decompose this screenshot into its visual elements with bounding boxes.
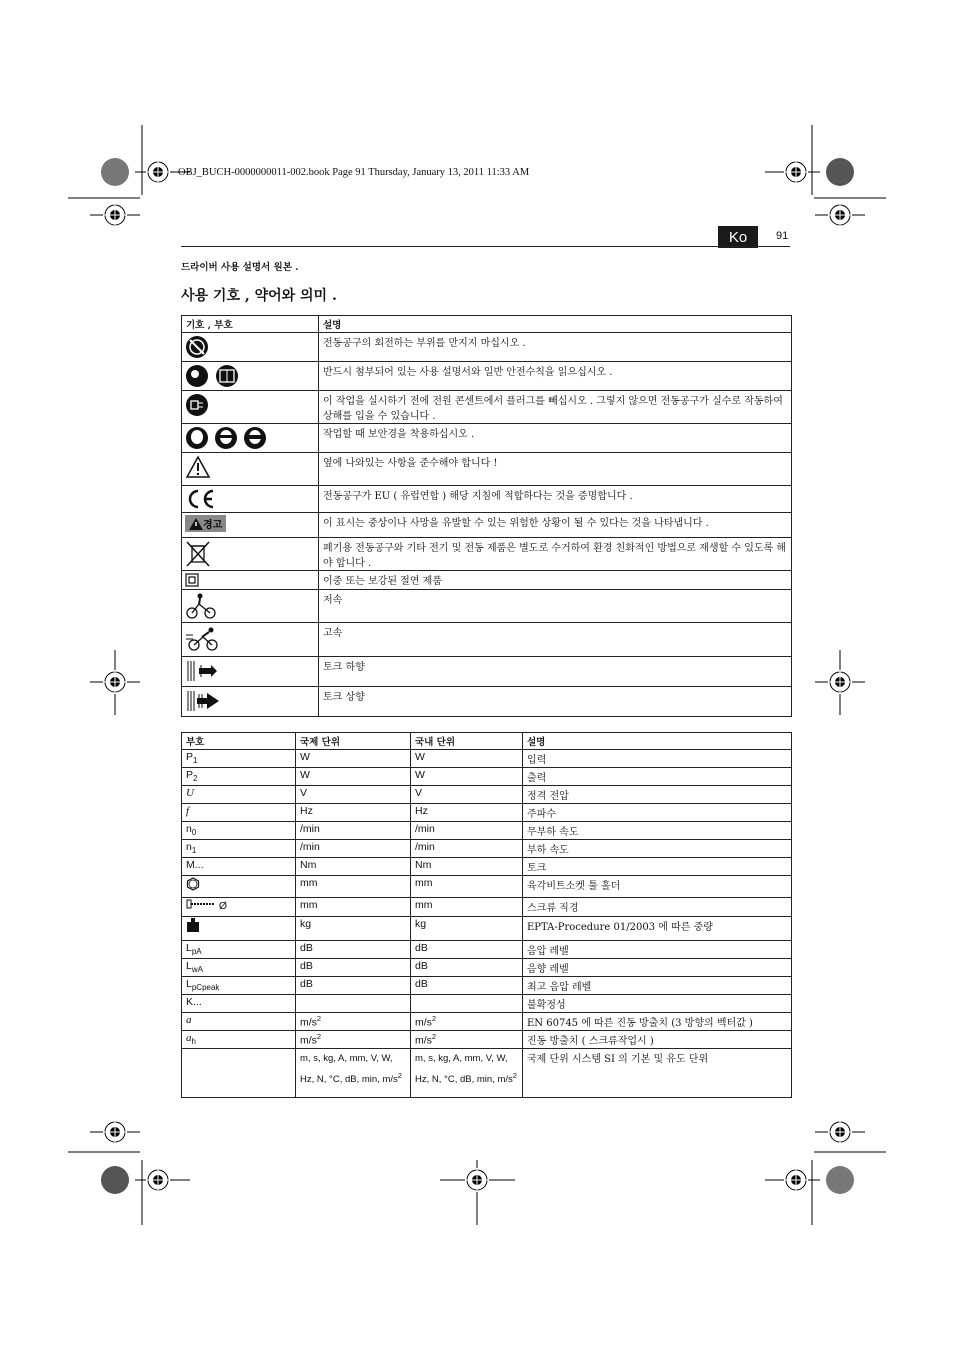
table-row: 저속 — [182, 590, 792, 623]
crossed-bin-icon — [185, 540, 211, 568]
intl-unit-cell: W — [296, 750, 411, 768]
intl-unit-cell: kg — [296, 917, 411, 941]
description-cell: 토크 — [523, 858, 792, 876]
table-row — [182, 768, 792, 786]
description-cell: 무부하 속도 — [523, 822, 792, 840]
table-row — [182, 917, 792, 941]
table-row — [182, 786, 792, 804]
natl-unit-cell: /min — [411, 822, 523, 840]
table-row — [182, 1013, 792, 1031]
natl-unit-cell: W — [411, 750, 523, 768]
symbol-cell: $a_h$ — [182, 1031, 296, 1049]
symbol-cell — [182, 876, 296, 898]
table-row — [182, 995, 792, 1013]
page-number: 91 — [776, 230, 789, 242]
table-row — [182, 898, 792, 917]
table-row: 고속 — [182, 623, 792, 657]
table-row: 경고 이 표시는 중상이나 사망을 유발할 수 있는 위험한 상황이 될 수 있다는 것을 나타냅니다 . — [182, 513, 792, 538]
no-touch-rotating-icon — [185, 335, 209, 359]
table-row — [182, 1031, 792, 1049]
symbol-cell — [182, 917, 296, 941]
table-row: 이 작업을 실시하기 전에 전원 콘센트에서 플러그를 빼십시오 . 그렇지 않으면 전동공구가 실수로 작동하여 상해를 입을 수 있습니다 . — [182, 391, 792, 424]
intl-unit-cell: dB — [296, 977, 411, 995]
symbol-cell: $n_0$ — [182, 822, 296, 840]
natl-unit-cell: $m/s^2$ — [411, 1013, 523, 1031]
description-cell: 육각비트소켓 툴 홀더 — [523, 876, 792, 898]
description-cell: 진동 방출치 ( 스크류작업시 ) — [523, 1031, 792, 1049]
double-insulation-icon — [185, 573, 199, 587]
table-row — [182, 858, 792, 876]
warning-label-icon: 경고 — [185, 515, 226, 532]
table-row — [182, 977, 792, 995]
natl-unit-cell: W — [411, 768, 523, 786]
table-row: 작업할 때 보안경을 착용하십시오 . — [182, 424, 792, 453]
intl-unit-cell: Hz — [296, 804, 411, 822]
high-speed-icon — [185, 625, 221, 653]
intl-unit-cell: mm — [296, 876, 411, 898]
section-title: 사용 기호 , 약어와 의미 . — [181, 288, 337, 304]
natl-unit-cell: dB — [411, 941, 523, 959]
natl-unit-cell: dB — [411, 959, 523, 977]
intl-unit-cell: dB — [296, 941, 411, 959]
unit-table — [181, 732, 792, 1098]
natl-unit-cell: V — [411, 786, 523, 804]
intl-unit-cell: $m/s^2$ — [296, 1013, 411, 1031]
torque-high-icon — [185, 689, 221, 713]
book-info-line: OBJ_BUCH-0000000011-002.book Page 91 Thursday, January 13, 2011 11:33 AM — [178, 167, 530, 178]
national-unit-column-header: 국내 단위 — [411, 733, 523, 750]
table-row: 토크 하향 — [182, 657, 792, 687]
intl-unit-cell: V — [296, 786, 411, 804]
symbol-cell: $L_{wA}$ — [182, 959, 296, 977]
description-cell: 입력 — [523, 750, 792, 768]
unit-table-body — [182, 750, 792, 1098]
protective-goggles-icon — [185, 426, 267, 450]
description-column-header: 설명 — [523, 733, 792, 750]
natl-unit-cell: Nm — [411, 858, 523, 876]
torque-low-icon — [185, 659, 219, 683]
intl-unit-cell: /min — [296, 822, 411, 840]
table-row — [182, 941, 792, 959]
symbol-cell: a — [182, 1013, 296, 1031]
table-row — [182, 959, 792, 977]
intl-unit-cell: Nm — [296, 858, 411, 876]
symbol-cell: $L_{pA}$ — [182, 941, 296, 959]
language-tab: Ko — [718, 226, 758, 248]
description-cell: 음향 레벨 — [523, 959, 792, 977]
symbol-cell: Ø — [182, 898, 296, 917]
table-row — [182, 804, 792, 822]
intl-unit-cell: $m/s^2$ — [296, 1031, 411, 1049]
natl-unit-cell — [411, 995, 523, 1013]
table-row — [182, 840, 792, 858]
description-cell: 출력 — [523, 768, 792, 786]
unplug-icon — [185, 393, 209, 417]
natl-unit-cell: dB — [411, 977, 523, 995]
natl-unit-cell: $m/s^2$ — [411, 1031, 523, 1049]
description-cell: 부하 속도 — [523, 840, 792, 858]
intl-unit-cell: /min — [296, 840, 411, 858]
table-row — [182, 1049, 792, 1098]
natl-unit-cell: kg — [411, 917, 523, 941]
symbol-cell: $n_1$ — [182, 840, 296, 858]
intl-unit-cell: m, s, kg, A, mm, V, W, Hz, N, °C, dB, min, $m/s^2$ — [296, 1049, 411, 1098]
original-note: 드라이버 사용 설명서 원본 . — [181, 262, 299, 273]
symbol-cell: $P_1$ — [182, 750, 296, 768]
symbol-cell: U — [182, 786, 296, 804]
description-cell: 불확정성 — [523, 995, 792, 1013]
symbol-cell: f — [182, 804, 296, 822]
natl-unit-cell: m, s, kg, A, mm, V, W, Hz, N, °C, dB, min, $m/s^2$ — [411, 1049, 523, 1098]
symbol-cell: K... — [182, 995, 296, 1013]
description-cell: 최고 음압 레벨 — [523, 977, 792, 995]
read-manual-icon — [185, 364, 241, 388]
description-cell: 국제 단위 시스템 SI 의 기본 및 유도 단위 — [523, 1049, 792, 1098]
ce-mark-icon — [185, 488, 217, 510]
table-row: 전동공구의 회전하는 부위를 만지지 마십시오 . — [182, 333, 792, 362]
symbol-column-header: 기호 , 부호 — [182, 316, 319, 333]
table-row: 토크 상향 — [182, 687, 792, 717]
description-cell: EPTA-Procedure 01/2003 에 따른 중량 — [523, 917, 792, 941]
table-header-row — [182, 733, 792, 750]
intl-unit-column-header: 국제 단위 — [296, 733, 411, 750]
natl-unit-cell: mm — [411, 876, 523, 898]
table-row: 옆에 나와있는 사항을 준수해야 합니다 ! — [182, 453, 792, 486]
screw-diameter-icon — [186, 901, 216, 912]
symbol-cell: $P_2$ — [182, 768, 296, 786]
intl-unit-cell: dB — [296, 959, 411, 977]
hex-socket-icon — [186, 883, 200, 894]
symbol-cell: $L_{pCpeak}$ — [182, 977, 296, 995]
symbol-table — [181, 315, 792, 717]
natl-unit-cell: Hz — [411, 804, 523, 822]
weight-icon — [186, 924, 200, 935]
warning-triangle-icon — [185, 455, 211, 479]
table-row: 폐기용 전동공구와 기타 전기 및 전동 제품은 별도로 수거하여 환경 친화적인 방법으로 재생할 수 있도록 해야 합니다 . — [182, 538, 792, 571]
description-column-header: 설명 — [319, 316, 792, 333]
description-cell: 스크류 직경 — [523, 898, 792, 917]
symbol-cell — [182, 1049, 296, 1098]
intl-unit-cell: mm — [296, 898, 411, 917]
intl-unit-cell — [296, 995, 411, 1013]
table-row: 이중 또는 보강된 절연 제품 — [182, 571, 792, 590]
natl-unit-cell: /min — [411, 840, 523, 858]
header-rule — [181, 246, 790, 247]
table-row — [182, 876, 792, 898]
table-row: 반드시 첨부되어 있는 사용 설명서와 일반 안전수칙을 읽으십시오 . — [182, 362, 792, 391]
description-cell: 주파수 — [523, 804, 792, 822]
table-row — [182, 750, 792, 768]
intl-unit-cell: W — [296, 768, 411, 786]
low-speed-icon — [185, 592, 217, 620]
symbol-column-header: 부호 — [182, 733, 296, 750]
natl-unit-cell: mm — [411, 898, 523, 917]
description-cell: 정격 전압 — [523, 786, 792, 804]
table-row — [182, 822, 792, 840]
description-cell: 음압 레벨 — [523, 941, 792, 959]
table-row: 전동공구가 EU ( 유럽연합 ) 해당 지침에 적합하다는 것을 증명합니다 . — [182, 486, 792, 513]
table-header-row — [182, 316, 792, 333]
description-cell: EN 60745 에 따른 진동 방출치 (3 방향의 벡터값 ) — [523, 1013, 792, 1031]
symbol-cell: M... — [182, 858, 296, 876]
